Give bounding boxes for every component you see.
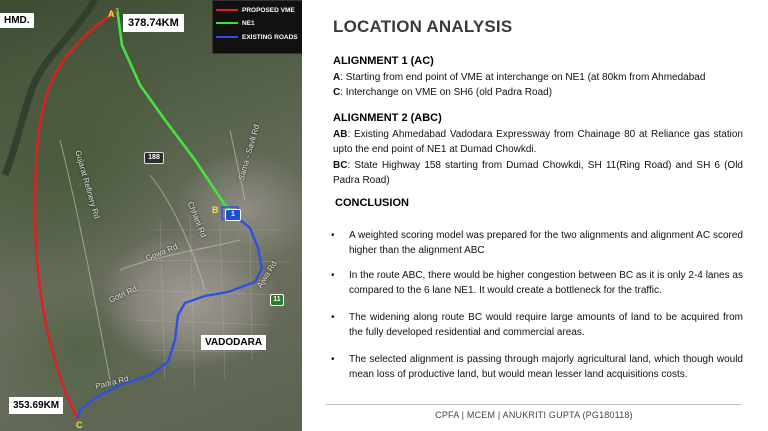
legend-swatch	[216, 9, 238, 11]
site-map	[0, 0, 302, 431]
footer-credits: CPFA | MCEM | ANUKRITI GUPTA (PG180118)	[435, 410, 633, 420]
bullet-icon: •	[331, 230, 335, 241]
list-item-text: The widening along route BC would require large amounts of land to be acquired from the fully developed residential and commercial areas.	[349, 312, 743, 338]
page-title: LOCATION ANALYSIS	[333, 17, 513, 36]
alignment-2-heading: ALIGNMENT 2 (ABC)	[333, 112, 442, 124]
alignment-1-heading: ALIGNMENT 1 (AC)	[333, 55, 434, 67]
description: : State Highway 158 starting from Dumad Chowkdi, SH 11(Ring Road) and SH 6 (Old Padra Road)	[333, 160, 743, 186]
alignment-2-segment-bc	[333, 158, 743, 188]
bullet-icon: •	[331, 270, 335, 281]
key-label: AB	[333, 129, 348, 140]
legend-item-ne1	[216, 18, 255, 28]
analysis-panel	[302, 0, 768, 431]
description: : Interchange on VME on SH6 (old Padra Road)	[340, 87, 553, 98]
alignment-2-segment-ab	[333, 127, 743, 157]
key-label: A	[333, 72, 341, 83]
bullet-icon: •	[331, 354, 335, 365]
road-name-refinery: Gujarat Refinery Rd	[73, 149, 102, 220]
legend-label: NE1	[242, 19, 255, 27]
list-item-text: In the route ABC, there would be higher congestion between BC as it is only 2-4 lanes as compared to the 6 lane NE1. It would create a bottleneck for the traffic.	[349, 270, 743, 296]
ahmedabad-label: HMD.	[0, 13, 34, 28]
road-name-padra: Padra Rd	[94, 374, 130, 391]
alignment-1-point-a	[333, 70, 743, 85]
highway-shield-188: 188	[144, 152, 164, 164]
list-item-text: A weighted scoring model was prepared for the two alignments and alignment AC scored higher than the alignment ABC	[349, 230, 743, 256]
legend-item-proposed-vme	[216, 5, 295, 15]
highway-shield-11: 11	[270, 294, 284, 306]
description: : Starting from end point of VME at interchange on NE1 (at 80km from Ahmedabad	[340, 72, 706, 83]
highway-shield-1: 1	[225, 209, 241, 221]
road-name-sama-savli: Sama - Savli Rd	[236, 123, 262, 182]
footer-divider	[326, 404, 742, 405]
point-b-label: B	[212, 205, 219, 215]
road-name-gowa: Gowa Rd	[144, 242, 179, 263]
map-legend	[212, 0, 302, 54]
urban-texture	[130, 215, 290, 390]
point-a-label: A	[108, 9, 115, 19]
road-name-chhani: Chhani Rd	[185, 200, 209, 239]
legend-label: EXISTING ROADS	[242, 33, 298, 41]
list-item	[331, 268, 743, 298]
legend-swatch	[216, 36, 238, 38]
key-label: C	[333, 87, 341, 98]
description: : Existing Ahmedabad Vadodara Expressway from Chainage 80 at Reliance gas station upto the end point of NE1 at Dumad Chowkdi.	[333, 129, 743, 155]
bullet-icon: •	[331, 312, 335, 323]
point-c-label: C	[76, 420, 83, 430]
proposed-vme-route	[35, 10, 117, 418]
list-item	[331, 310, 743, 340]
legend-swatch	[216, 22, 238, 24]
alignment-1-point-c	[333, 85, 743, 100]
legend-item-existing-roads	[216, 32, 298, 42]
conclusion-heading: CONCLUSION	[335, 197, 409, 209]
distance-label-top: 378.74KM	[123, 14, 184, 32]
legend-label: PROPOSED VME	[242, 6, 295, 14]
list-item	[331, 352, 743, 382]
map-overlay	[0, 0, 302, 431]
distance-label-bottom: 353.69KM	[9, 397, 63, 414]
road-name-ajwa: Ajwa Rd	[255, 259, 279, 290]
list-item	[331, 228, 743, 258]
vadodara-label: VADODARA	[201, 335, 266, 350]
road-name-gotri: Gotri Rd	[107, 284, 139, 305]
list-item-text: The selected alignment is passing through majorly agricultural land, which though would mean loss of productive land, but would mean lesser land acquisitions costs.	[349, 354, 743, 380]
key-label: BC	[333, 160, 348, 171]
